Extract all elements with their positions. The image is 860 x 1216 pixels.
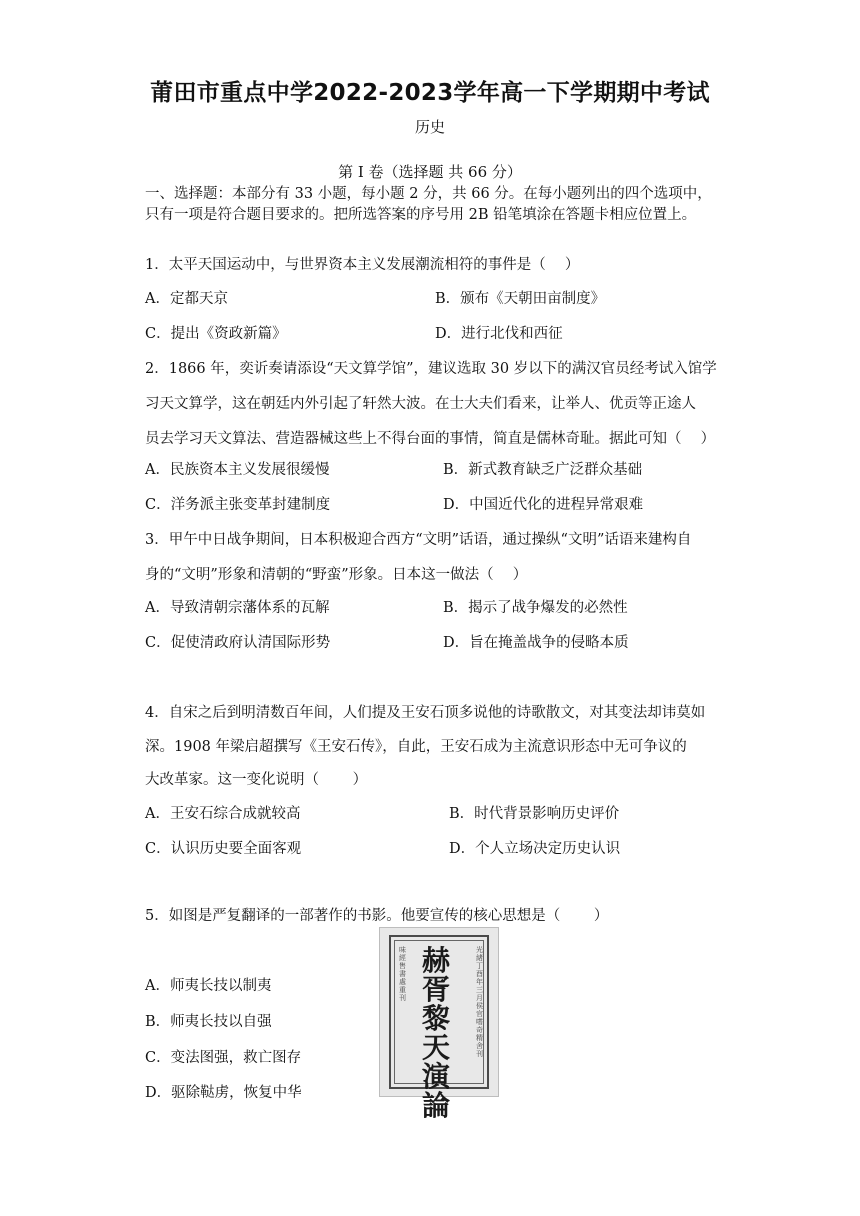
cover-title: 赫胥黎天演論 [421, 944, 450, 1122]
q3-option-d: D．旨在掩盖战争的侵略本质 [443, 635, 629, 651]
question-1-stem: 1．太平天国运动中，与世界资本主义发展潮流相符的事件是（ ） [145, 257, 580, 273]
q1-option-d: D．进行北伐和西征 [435, 326, 563, 342]
cover-side-text: 味經售書處重刊 [399, 946, 406, 1002]
q2-option-c: C．洋务派主张变革封建制度 [145, 497, 331, 513]
question-3-stem: 3．甲午中日战争期间，日本积极迎合西方“文明”话语，通过操纵“文明”话语来建构自 [145, 532, 692, 548]
q1-option-c: C．提出《资政新篇》 [145, 326, 287, 342]
question-2-stem: 员去学习天文算法、营造器械这些上不得台面的事情，简直是儒林奇耻。据此可知（ ） [145, 431, 716, 447]
exam-title: 莆田市重点中学2022-2023学年高一下学期期中考试 [150, 80, 710, 106]
q4-option-b: B．时代背景影响历史评价 [449, 806, 620, 822]
q4-option-c: C．认识历史要全面客观 [145, 841, 302, 857]
instruction-line: 一、选择题：本部分有 33 小题，每小题 2 分，共 66 分。在每小题列出的四个选项中， [145, 186, 712, 202]
q4-option-d: D．个人立场决定历史认识 [449, 841, 621, 857]
question-2-stem: 习天文算学，这在朝廷内外引起了轩然大波。在士大夫们看来，让举人、优贡等正途人 [145, 396, 696, 412]
book-cover-image [379, 927, 499, 1122]
instruction-line: 只有一项是符合题目要求的。把所选答案的序号用 2B 铅笔填涂在答题卡相应位置上。 [145, 207, 697, 223]
question-5-stem: 5．如图是严复翻译的一部著作的书影。他要宣传的核心思想是（ ） [145, 908, 609, 924]
subject-label: 历史 [414, 118, 445, 136]
q3-option-a: A．导致清朝宗藩体系的瓦解 [145, 600, 330, 616]
q5-option-c: C．变法图强，救亡图存 [145, 1050, 302, 1066]
q1-option-a: A．定都天京 [145, 291, 228, 307]
question-4-stem: 4．自宋之后到明清数百年间，人们提及王安石顶多说他的诗歌散文，对其变法却讳莫如 [145, 705, 706, 721]
q2-option-b: B．新式教育缺乏广泛群众基础 [443, 462, 643, 478]
q4-option-a: A．王安石综合成就较高 [145, 806, 301, 822]
q3-option-b: B．揭示了战争爆发的必然性 [443, 600, 628, 616]
q2-option-d: D．中国近代化的进程异常艰难 [443, 497, 644, 513]
q5-option-d: D．驱除鞑虏，恢复中华 [145, 1085, 302, 1101]
question-4-stem: 大改革家。这一变化说明（ ） [145, 772, 368, 788]
question-2-stem: 2．1866 年，奕䜣奏请添设“天文算学馆”，建议选取 30 岁以下的满汉官员经考试入馆学 [145, 361, 717, 377]
q1-option-b: B．颁布《天朝田亩制度》 [435, 291, 606, 307]
cover-side-text: 光緒丁酉年三月侯官嗜奇精舍刊 [476, 946, 483, 1058]
q5-option-b: B．师夷长技以自强 [145, 1014, 272, 1030]
part-heading: 第 I 卷（选择题 共 66 分） [338, 163, 522, 181]
question-3-stem: 身的“文明”形象和清朝的“野蛮”形象。日本这一做法（ ） [145, 567, 528, 583]
q3-option-c: C．促使清政府认清国际形势 [145, 635, 331, 651]
question-4-stem: 深。1908 年梁启超撰写《王安石传》，自此，王安石成为主流意识形态中无可争议的 [145, 739, 687, 755]
q5-option-a: A．师夷长技以制夷 [145, 978, 272, 994]
q2-option-a: A．民族资本主义发展很缓慢 [145, 462, 330, 478]
